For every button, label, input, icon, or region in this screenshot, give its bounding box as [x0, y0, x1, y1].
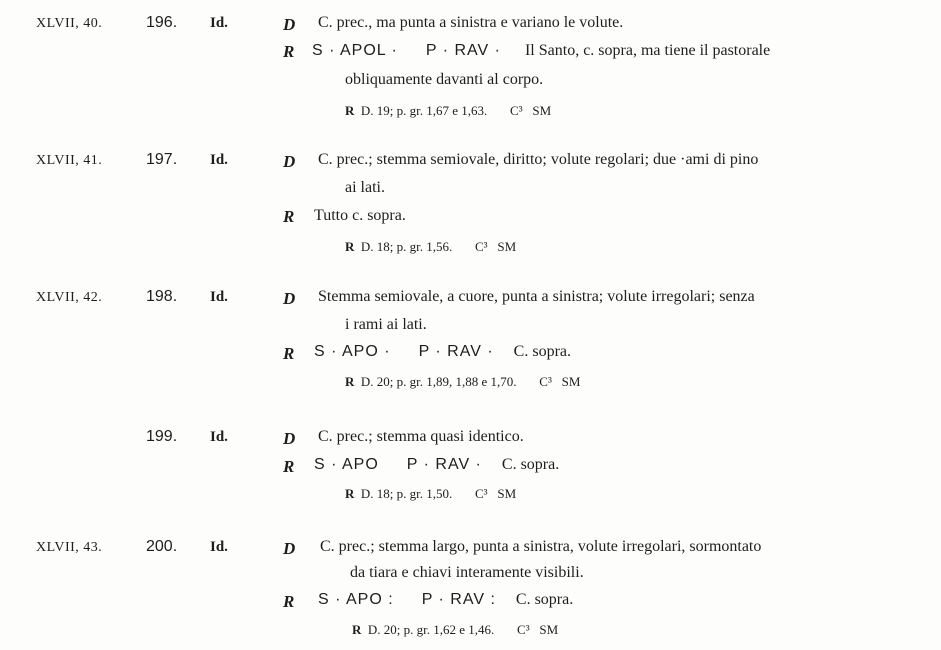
- collection-code: C³: [517, 622, 530, 637]
- metadata-line: [345, 103, 551, 119]
- diameter-weight: D. 19; p. gr. 1,67 e 1,63.: [360, 103, 488, 118]
- collection-sm: SM: [532, 103, 552, 118]
- reverse-line: [314, 343, 571, 361]
- obverse-symbol: D: [283, 429, 296, 448]
- idem-marker: Id.: [210, 289, 228, 305]
- collection-sm: SM: [539, 622, 559, 637]
- reverse-line: [312, 42, 770, 60]
- metadata-line: [352, 622, 558, 638]
- entry-number: 198.: [146, 288, 178, 305]
- collection-sm: SM: [497, 239, 517, 254]
- diameter-weight: D. 20; p. gr. 1,62 e 1,46.: [367, 622, 495, 637]
- idem-marker: Id.: [210, 15, 228, 31]
- reverse-legend-right: P · RAV :: [421, 591, 496, 608]
- rarity-mark: R: [345, 486, 355, 501]
- diameter-weight: D. 18; p. gr. 1,50.: [360, 486, 453, 501]
- obverse-description-cont: da tiara e chiavi interamente visibili.: [350, 564, 584, 581]
- reverse-legend-left: S · APOL ·: [312, 42, 398, 59]
- plate-reference: XLVII, 40.: [36, 16, 103, 31]
- obverse-symbol: D: [283, 152, 296, 171]
- obverse-description: C. prec.; stemma quasi identico.: [318, 428, 524, 445]
- reverse-symbol: R: [283, 207, 295, 226]
- collection-code: C³: [475, 486, 488, 501]
- reverse-legend-right: P · RAV ·: [406, 456, 482, 473]
- reverse-description: Il Santo, c. sopra, ma tiene il pastorale: [524, 42, 771, 59]
- reverse-line: [318, 591, 573, 609]
- reverse-legend-right: P · RAV ·: [418, 343, 494, 360]
- obverse-description: Stemma semiovale, a cuore, punta a sinistra; volute irregolari; senza: [318, 288, 755, 305]
- metadata-line: [345, 239, 516, 255]
- obverse-description: C. prec.; stemma largo, punta a sinistra, volute irregolari, sormontato: [320, 538, 762, 555]
- diameter-weight: D. 20; p. gr. 1,89, 1,88 e 1,70.: [360, 374, 517, 389]
- idem-marker: Id.: [210, 429, 228, 445]
- obverse-description: C. prec., ma punta a sinistra e variano le volute.: [318, 14, 624, 31]
- reverse-symbol: R: [283, 344, 295, 363]
- reverse-legend-right: P · RAV ·: [425, 42, 501, 59]
- obverse-symbol: D: [283, 539, 296, 558]
- obverse-description-cont: ai lati.: [345, 179, 385, 196]
- reverse-description-cont: obliquamente davanti al corpo.: [345, 71, 544, 88]
- plate-reference: XLVII, 43.: [36, 540, 103, 555]
- reverse-symbol: R: [283, 457, 295, 476]
- reverse-legend-left: S · APO :: [318, 591, 394, 608]
- reverse-description: C. sopra.: [501, 456, 560, 473]
- obverse-symbol: D: [283, 15, 296, 34]
- reverse-line: [314, 456, 559, 474]
- rarity-mark: R: [345, 103, 355, 118]
- collection-sm: SM: [561, 374, 581, 389]
- entry-number: 200.: [146, 538, 178, 555]
- reverse-description: Tutto c. sopra.: [314, 207, 406, 224]
- reverse-description: C. sopra.: [513, 343, 571, 360]
- reverse-legend-left: S · APO ·: [314, 343, 391, 360]
- obverse-symbol: D: [283, 289, 296, 308]
- entry-number: 197.: [146, 151, 178, 168]
- collection-sm: SM: [497, 486, 517, 501]
- entry-number: 196.: [146, 14, 178, 31]
- entry-number: 199.: [146, 428, 178, 445]
- reverse-description: C. sopra.: [515, 591, 574, 608]
- reverse-symbol: R: [283, 42, 295, 61]
- idem-marker: Id.: [210, 152, 228, 168]
- rarity-mark: R: [345, 239, 355, 254]
- collection-code: C³: [510, 103, 523, 118]
- reverse-legend-left: S · APO: [314, 456, 379, 473]
- rarity-mark: R: [345, 374, 355, 389]
- collection-code: C³: [539, 374, 552, 389]
- reverse-symbol: R: [283, 592, 295, 611]
- metadata-line: [345, 374, 580, 390]
- diameter-weight: D. 18; p. gr. 1,56.: [360, 239, 453, 254]
- metadata-line: [345, 486, 516, 502]
- obverse-description: C. prec.; stemma semiovale, diritto; volute regolari; due ·ami di pino: [318, 151, 759, 168]
- plate-reference: XLVII, 41.: [36, 153, 103, 168]
- idem-marker: Id.: [210, 539, 228, 555]
- rarity-mark: R: [352, 622, 362, 637]
- plate-reference: XLVII, 42.: [36, 290, 103, 305]
- collection-code: C³: [475, 239, 488, 254]
- obverse-description-cont: i rami ai lati.: [345, 316, 427, 333]
